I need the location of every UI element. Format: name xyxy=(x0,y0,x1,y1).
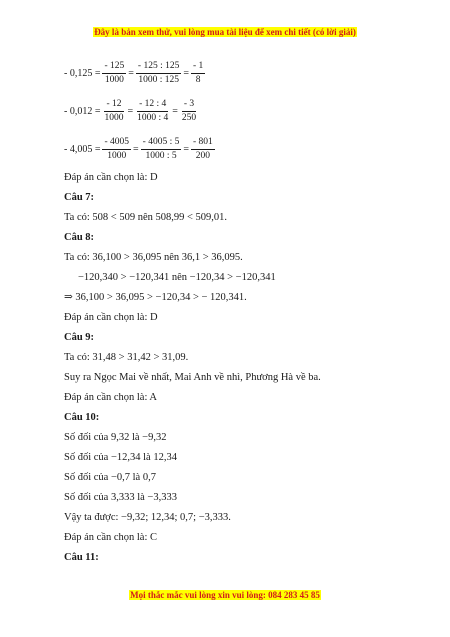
text-line: Suy ra Ngọc Mai về nhất, Mai Anh về nhì, Phương Hà về ba. xyxy=(64,372,321,383)
fraction xyxy=(180,99,198,124)
fraction xyxy=(135,99,170,124)
equals-sign: = xyxy=(127,105,134,117)
fraction xyxy=(141,137,182,162)
fraction-denominator: 1000 : 125 xyxy=(138,74,179,85)
question-heading: Câu 8: xyxy=(64,232,95,243)
fraction xyxy=(191,61,205,86)
fraction-equation xyxy=(64,54,404,92)
equals-sign: = xyxy=(183,143,189,155)
question-heading: Câu 9: xyxy=(64,332,95,343)
equation-lhs: - 0,012 = xyxy=(64,105,101,117)
text-line: Đáp án cần chọn là: C xyxy=(64,532,158,543)
fraction-denominator: 1000 : 5 xyxy=(145,150,177,161)
fraction xyxy=(102,137,131,162)
fraction xyxy=(102,61,126,86)
fraction-numerator: - 125 : 125 xyxy=(136,61,181,74)
text-line: Đáp án cần chọn là: A xyxy=(64,392,158,403)
fraction-numerator: - 801 xyxy=(191,137,215,150)
fraction-numerator: - 1 xyxy=(191,61,205,74)
text-line: Số đối của −12,34 là 12,34 xyxy=(64,452,177,463)
text-line: Ta có: 36,100 > 36,095 nên 36,1 > 36,095. xyxy=(64,252,243,263)
fraction-denominator: 1000 xyxy=(104,74,124,85)
text-line: Ta có: 508 < 509 nên 508,99 < 509,01. xyxy=(64,212,228,223)
fraction-numerator: - 3 xyxy=(182,99,196,112)
text-line: Số đối của −0,7 là 0,7 xyxy=(64,472,156,483)
equation-lhs: - 4,005 = xyxy=(64,143,101,155)
preview-banner xyxy=(0,27,450,37)
fraction-numerator: - 12 xyxy=(104,99,123,112)
fraction-equation xyxy=(64,130,404,168)
fraction-equation xyxy=(64,92,404,130)
equals-sign: = xyxy=(128,67,134,79)
equation-lhs: - 0,125 = xyxy=(64,67,101,79)
equals-sign: = xyxy=(172,105,178,117)
fraction xyxy=(191,137,215,162)
fraction-numerator: - 4005 : 5 xyxy=(141,137,182,150)
text-line: Vậy ta được: −9,32; 12,34; 0,7; −3,333. xyxy=(64,512,231,523)
document-body xyxy=(64,54,404,568)
equals-sign: = xyxy=(133,143,139,155)
fraction-denominator: 200 xyxy=(195,150,211,161)
text-line: Số đối của 9,32 là −9,32 xyxy=(64,432,167,443)
fraction-numerator: - 125 xyxy=(102,61,126,74)
fraction-numerator: - 12 : 4 xyxy=(137,99,168,112)
question-heading: Câu 10: xyxy=(64,412,100,423)
fraction-numerator: - 4005 xyxy=(102,137,131,150)
fraction xyxy=(136,61,181,86)
equals-sign: = xyxy=(183,67,189,79)
fraction xyxy=(102,99,125,124)
text-line: −120,340 > −120,341 nên −120,34 > −120,341 xyxy=(78,272,276,283)
fraction-denominator: 1000 : 4 xyxy=(137,112,169,123)
text-line: Đáp án cần chọn là: D xyxy=(64,312,158,323)
fraction-denominator: 8 xyxy=(195,74,201,85)
text-line: Ta có: 31,48 > 31,42 > 31,09. xyxy=(64,352,189,363)
text-line: Số đối của 3,333 là −3,333 xyxy=(64,492,177,503)
fraction-denominator: 1000 xyxy=(107,150,127,161)
text-line: Đáp án cần chọn là: D xyxy=(64,172,158,183)
fraction-block xyxy=(64,54,404,168)
question-heading: Câu 11: xyxy=(64,552,99,563)
solution-text xyxy=(64,168,404,568)
contact-banner xyxy=(0,590,450,600)
question-heading: Câu 7: xyxy=(64,192,95,203)
contact-banner-text: Mọi thắc mắc vui lòng xin vui lòng: 084 283 45 85 xyxy=(130,590,320,600)
text-line: ⇒ 36,100 > 36,095 > −120,34 > − 120,341. xyxy=(64,292,247,303)
fraction-denominator: 1000 xyxy=(104,112,124,123)
fraction-denominator: 250 xyxy=(181,112,197,123)
preview-banner-text: Đây là bản xem thử, vui lòng mua tài liệu để xem chi tiết (có lời giải) xyxy=(94,27,356,37)
